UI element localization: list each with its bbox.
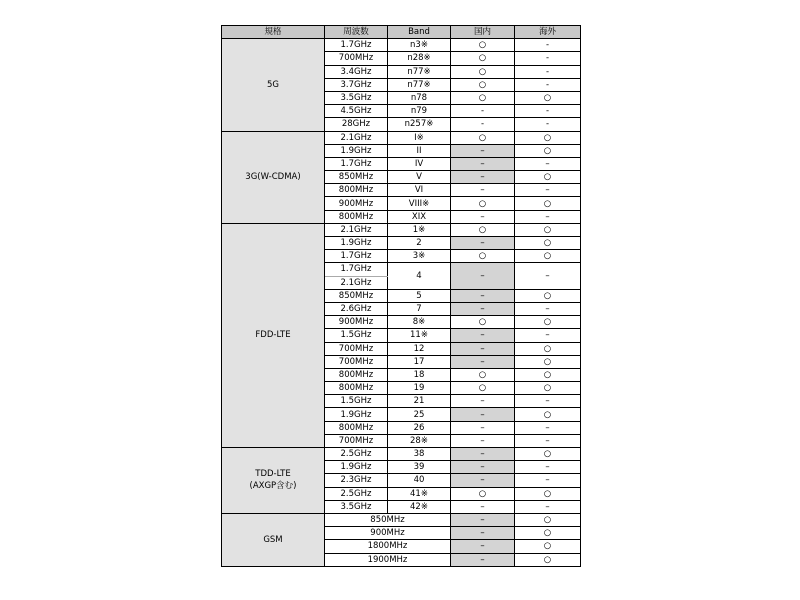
band-cell: XIX: [388, 210, 451, 223]
overseas-cell: –: [515, 329, 581, 342]
overseas-cell: ○: [515, 448, 581, 461]
overseas-cell: ○: [515, 131, 581, 144]
overseas-cell: –: [515, 474, 581, 487]
domestic-cell: ○: [451, 316, 515, 329]
table-row: [222, 448, 581, 461]
domestic-cell: –: [451, 342, 515, 355]
frequency-cell: 1.5GHz: [325, 395, 388, 408]
overseas-cell: -: [515, 39, 581, 52]
overseas-cell: ○: [515, 223, 581, 236]
frequency-cell: 2.5GHz: [325, 448, 388, 461]
overseas-cell: ○: [515, 289, 581, 302]
overseas-cell: –: [515, 461, 581, 474]
header-frequency: 周波数: [325, 26, 388, 39]
band-cell: 40: [388, 474, 451, 487]
overseas-cell: -: [515, 105, 581, 118]
frequency-cell: 3.7GHz: [325, 78, 388, 91]
frequency-cell: 2.5GHz: [325, 487, 388, 500]
frequency-cell: 800MHz: [325, 382, 388, 395]
overseas-cell: ○: [515, 368, 581, 381]
standard-cell: [222, 513, 325, 566]
band-cell: 1※: [388, 223, 451, 236]
frequency-cell: 900MHz: [325, 316, 388, 329]
frequency-cell: 1.9GHz: [325, 144, 388, 157]
band-cell: V: [388, 171, 451, 184]
band-cell: 7: [388, 302, 451, 315]
frequency-cell: 900MHz: [325, 527, 451, 540]
domestic-cell: –: [451, 263, 515, 289]
standard-name: FDD-LTE: [255, 330, 291, 341]
band-cell: 41※: [388, 487, 451, 500]
frequency-cell: 850MHz: [325, 289, 388, 302]
overseas-cell: ○: [515, 540, 581, 553]
frequency-cell: 3.5GHz: [325, 500, 388, 513]
domestic-cell: –: [451, 500, 515, 513]
domestic-cell: ○: [451, 65, 515, 78]
overseas-cell: ○: [515, 250, 581, 263]
band-cell: n78: [388, 91, 451, 104]
domestic-cell: –: [451, 289, 515, 302]
band-cell: 28※: [388, 434, 451, 447]
overseas-cell: –: [515, 184, 581, 197]
frequency-cell: 3.5GHz: [325, 91, 388, 104]
band-cell: 17: [388, 355, 451, 368]
band-cell: 19: [388, 382, 451, 395]
domestic-cell: –: [451, 527, 515, 540]
band-cell: 5: [388, 289, 451, 302]
domestic-cell: ○: [451, 52, 515, 65]
domestic-cell: –: [451, 513, 515, 526]
header-row: [222, 26, 581, 39]
band-cell: 3※: [388, 250, 451, 263]
frequency-cell: 700MHz: [325, 342, 388, 355]
band-cell: 21: [388, 395, 451, 408]
table-body: [222, 39, 581, 567]
header-domestic: 国内: [451, 26, 515, 39]
overseas-cell: ○: [515, 355, 581, 368]
domestic-cell: –: [451, 184, 515, 197]
standard-cell: [222, 131, 325, 223]
domestic-cell: ○: [451, 197, 515, 210]
frequency-cell: 800MHz: [325, 368, 388, 381]
domestic-cell: –: [451, 553, 515, 566]
band-cell: 39: [388, 461, 451, 474]
overseas-cell: ○: [515, 316, 581, 329]
frequency-cell: 1.9GHz: [325, 237, 388, 250]
band-cell: 42※: [388, 500, 451, 513]
standard-name: 3G(W-CDMA): [245, 172, 301, 183]
frequency-cell: 800MHz: [325, 184, 388, 197]
domestic-cell: –: [451, 474, 515, 487]
domestic-cell: –: [451, 171, 515, 184]
frequency-cell: 2.6GHz: [325, 302, 388, 315]
band-cell: 18: [388, 368, 451, 381]
band-cell: n28※: [388, 52, 451, 65]
overseas-cell: ○: [515, 382, 581, 395]
overseas-cell: -: [515, 118, 581, 131]
frequency-cell: 900MHz: [325, 197, 388, 210]
band-cell: 11※: [388, 329, 451, 342]
domestic-cell: –: [451, 355, 515, 368]
overseas-cell: -: [515, 52, 581, 65]
frequency-cell: 1.9GHz: [325, 408, 388, 421]
overseas-cell: ○: [515, 237, 581, 250]
overseas-cell: –: [515, 421, 581, 434]
overseas-cell: ○: [515, 342, 581, 355]
overseas-cell: –: [515, 434, 581, 447]
frequency-cell: 700MHz: [325, 52, 388, 65]
domestic-cell: ○: [451, 78, 515, 91]
overseas-cell: -: [515, 65, 581, 78]
table-row: [222, 513, 581, 526]
frequency-cell: 1900MHz: [325, 553, 451, 566]
overseas-cell: –: [515, 210, 581, 223]
overseas-cell: –: [515, 157, 581, 170]
domestic-cell: –: [451, 434, 515, 447]
table-row: [222, 223, 581, 236]
band-cell: 8※: [388, 316, 451, 329]
domestic-cell: –: [451, 302, 515, 315]
band-cell: 26: [388, 421, 451, 434]
domestic-cell: ○: [451, 382, 515, 395]
frequency-cell: 850MHz: [325, 513, 451, 526]
domestic-cell: –: [451, 408, 515, 421]
domestic-cell: –: [451, 157, 515, 170]
band-cell: I※: [388, 131, 451, 144]
domestic-cell: -: [451, 105, 515, 118]
overseas-cell: ○: [515, 553, 581, 566]
band-cell: n77※: [388, 65, 451, 78]
domestic-cell: ○: [451, 91, 515, 104]
band-cell: VIII※: [388, 197, 451, 210]
domestic-cell: ○: [451, 368, 515, 381]
domestic-cell: –: [451, 395, 515, 408]
overseas-cell: ○: [515, 487, 581, 500]
frequency-cell: 1.7GHz: [325, 263, 388, 276]
overseas-cell: ○: [515, 144, 581, 157]
band-cell: 25: [388, 408, 451, 421]
frequency-cell: 2.3GHz: [325, 474, 388, 487]
frequency-cell: 1.9GHz: [325, 461, 388, 474]
band-cell: n77※: [388, 78, 451, 91]
table-row: [222, 39, 581, 52]
domestic-cell: -: [451, 118, 515, 131]
overseas-cell: –: [515, 500, 581, 513]
domestic-cell: –: [451, 210, 515, 223]
band-cell: 2: [388, 237, 451, 250]
domestic-cell: –: [451, 540, 515, 553]
overseas-cell: –: [515, 395, 581, 408]
overseas-cell: ○: [515, 91, 581, 104]
frequency-cell: 1.7GHz: [325, 157, 388, 170]
frequency-cell: 2.1GHz: [325, 276, 388, 289]
frequency-cell: 700MHz: [325, 434, 388, 447]
band-cell: 38: [388, 448, 451, 461]
header-band: Band: [388, 26, 451, 39]
domestic-cell: ○: [451, 131, 515, 144]
header-standard: 規格: [222, 26, 325, 39]
frequency-cell: 800MHz: [325, 210, 388, 223]
overseas-cell: -: [515, 78, 581, 91]
overseas-cell: –: [515, 263, 581, 289]
domestic-cell: –: [451, 461, 515, 474]
standard-cell: [222, 223, 325, 447]
overseas-cell: ○: [515, 513, 581, 526]
standard-name: GSM: [263, 534, 283, 545]
frequency-band-table: [221, 25, 581, 567]
standard-cell: [222, 39, 325, 131]
domestic-cell: ○: [451, 487, 515, 500]
domestic-cell: ○: [451, 223, 515, 236]
standard-note: (AXGP含む): [249, 481, 297, 492]
overseas-cell: ○: [515, 197, 581, 210]
domestic-cell: –: [451, 448, 515, 461]
domestic-cell: –: [451, 421, 515, 434]
frequency-cell: 1800MHz: [325, 540, 451, 553]
band-cell: n3※: [388, 39, 451, 52]
overseas-cell: ○: [515, 171, 581, 184]
band-cell: n257※: [388, 118, 451, 131]
band-cell: 12: [388, 342, 451, 355]
domestic-cell: –: [451, 144, 515, 157]
band-cell: II: [388, 144, 451, 157]
frequency-cell: 800MHz: [325, 421, 388, 434]
standard-cell: [222, 448, 325, 514]
standard-name: 5G: [267, 79, 279, 90]
frequency-cell: 2.1GHz: [325, 131, 388, 144]
header-overseas: 海外: [515, 26, 581, 39]
standard-name: TDD-LTE: [255, 469, 291, 480]
frequency-cell: 700MHz: [325, 355, 388, 368]
frequency-cell: 2.1GHz: [325, 223, 388, 236]
domestic-cell: ○: [451, 39, 515, 52]
frequency-cell: 4.5GHz: [325, 105, 388, 118]
frequency-cell: 1.7GHz: [325, 250, 388, 263]
overseas-cell: ○: [515, 408, 581, 421]
band-cell: IV: [388, 157, 451, 170]
overseas-cell: ○: [515, 527, 581, 540]
frequency-cell: 28GHz: [325, 118, 388, 131]
band-cell: VI: [388, 184, 451, 197]
overseas-cell: –: [515, 302, 581, 315]
frequency-cell: 1.5GHz: [325, 329, 388, 342]
domestic-cell: ○: [451, 250, 515, 263]
domestic-cell: –: [451, 329, 515, 342]
frequency-cell: 3.4GHz: [325, 65, 388, 78]
domestic-cell: –: [451, 237, 515, 250]
table-row: [222, 131, 581, 144]
frequency-cell: 850MHz: [325, 171, 388, 184]
frequency-cell: 1.7GHz: [325, 39, 388, 52]
band-cell: n79: [388, 105, 451, 118]
band-cell: 4: [388, 263, 451, 289]
